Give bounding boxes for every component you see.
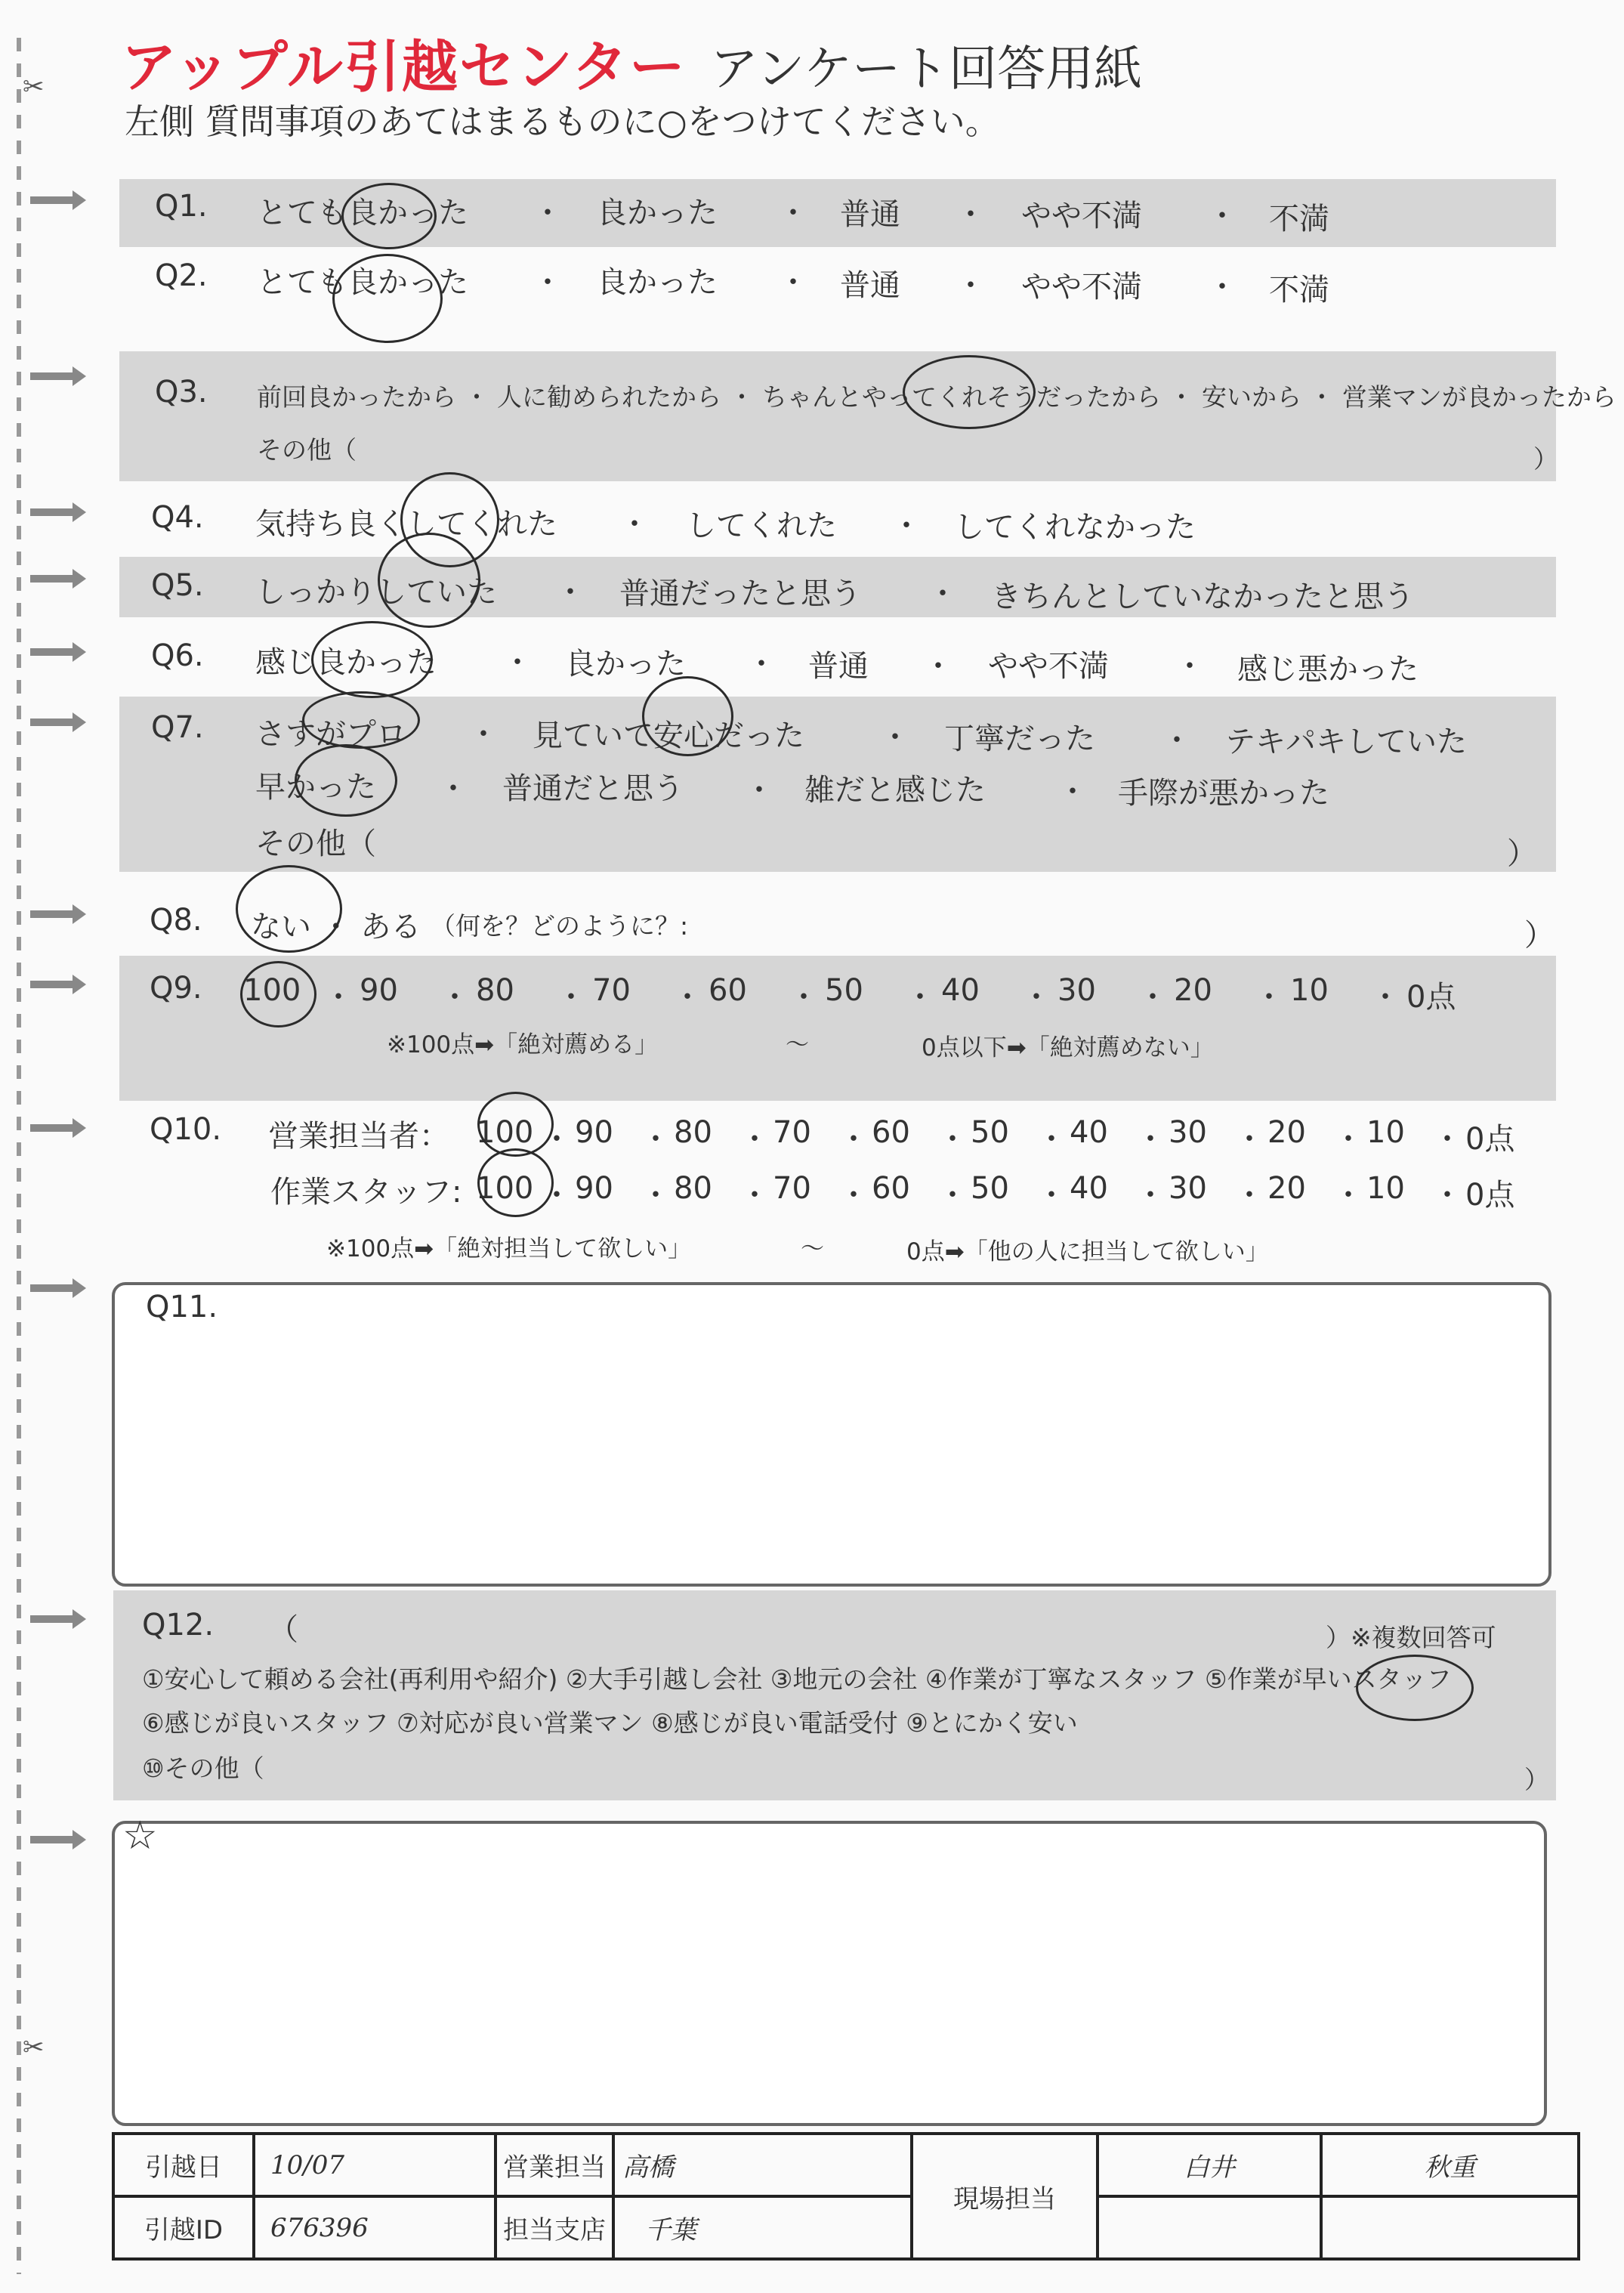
q2-option[interactable]: 不満 — [1269, 273, 1329, 307]
q3-options[interactable]: 前回良かったから ・ 人に勧められたから ・ ちゃんとやってくれそうだったから ・ 安いから ・ 営業マンが良かったから — [257, 382, 1616, 412]
q9-score-option[interactable]: 40 — [941, 973, 980, 1008]
separator: ・ — [937, 1122, 968, 1157]
q2-label: Q2. — [155, 258, 208, 293]
q10-sales-score-option[interactable]: 80 — [674, 1115, 712, 1150]
q4-option[interactable]: 気持ち良くしてくれた — [255, 507, 557, 542]
separator: ・ — [739, 1122, 770, 1157]
q9-score-option[interactable]: 0点 — [1406, 980, 1456, 1015]
arrow-icon — [30, 1830, 85, 1850]
q6-option[interactable]: 普通 — [808, 649, 869, 684]
q10-staff-score-option[interactable]: 80 — [674, 1171, 712, 1206]
separator: ・ — [838, 1178, 869, 1213]
q10-sales-score-option[interactable]: 20 — [1267, 1115, 1306, 1150]
separator: ・ — [956, 268, 986, 303]
q5-option[interactable]: 普通だったと思う — [619, 576, 861, 611]
q7-option[interactable]: 手際が悪かった — [1118, 776, 1329, 811]
separator: ・ — [746, 647, 776, 681]
q12-other[interactable]: ⑩その他（ — [142, 1754, 264, 1783]
arrow-icon — [30, 569, 85, 589]
brand-title: アップル引越センター — [121, 35, 687, 100]
q7-label: Q7. — [151, 710, 204, 745]
q8-detail-close: ） — [1524, 918, 1555, 953]
q9-score-option[interactable]: 60 — [709, 973, 747, 1008]
q10-staff-score-option[interactable]: 50 — [971, 1171, 1009, 1206]
separator: ・ — [1234, 1178, 1264, 1213]
q9-score-option[interactable]: 70 — [592, 973, 631, 1008]
star-icon: ☆ — [122, 1813, 158, 1859]
q9-score-option[interactable]: 20 — [1174, 973, 1212, 1008]
arrow-icon — [30, 975, 85, 994]
separator: ・ — [641, 1122, 671, 1157]
q10-staff-score-option[interactable]: 100 — [476, 1171, 534, 1206]
q10-staff-score-option[interactable]: 30 — [1169, 1171, 1207, 1206]
separator: ・ — [905, 980, 935, 1015]
q9-score-option[interactable]: 10 — [1290, 973, 1329, 1008]
answer-circle — [302, 691, 420, 749]
q9-score-option[interactable]: 80 — [476, 973, 514, 1008]
branch-name[interactable]: 千葉 — [613, 2196, 912, 2259]
q5-option[interactable]: きちんとしていなかったと思う — [991, 579, 1414, 614]
answer-circle — [240, 961, 316, 1028]
separator: ・ — [1036, 1178, 1067, 1213]
instruction-text: 左側 質問事項のあてはまるものに○をつけてください。 — [125, 101, 1000, 142]
q9-note-right: 0点以下➡「絶対薦めない」 — [922, 1034, 1214, 1062]
q10-label: Q10. — [150, 1112, 222, 1147]
separator: ・ — [1333, 1178, 1363, 1213]
moving-date-label: 引越日 — [113, 2134, 254, 2196]
q5-label: Q5. — [151, 568, 204, 603]
separator: ・ — [533, 196, 563, 230]
scissors-icon: ✂ — [23, 72, 45, 102]
separator: ・ — [1333, 1122, 1363, 1157]
separator: ・ — [438, 771, 468, 806]
separator: ・ — [739, 1178, 770, 1213]
q7-option[interactable]: テキパキしていた — [1225, 725, 1467, 759]
q12-options-row2[interactable]: ⑥感じが良いスタッフ ⑦対応が良い営業マン ⑧感じが良い電話受付 ⑨とにかく安い — [142, 1708, 1078, 1738]
q11-label: Q11. — [146, 1290, 218, 1324]
q9-score-option[interactable]: 100 — [243, 973, 301, 1008]
separator: ・ — [880, 720, 910, 755]
separator: ・ — [641, 1178, 671, 1213]
q7-other-close: ） — [1507, 836, 1537, 871]
separator: ・ — [891, 508, 922, 543]
arrow-icon — [30, 502, 85, 522]
separator: ・ — [1135, 1122, 1166, 1157]
q12-open-paren: （ — [268, 1612, 298, 1647]
separator: ・ — [502, 645, 533, 680]
site-staff-2[interactable]: 秋重 — [1321, 2134, 1579, 2196]
separator: ・ — [468, 717, 499, 752]
arrow-icon — [30, 904, 85, 924]
q10-staff-score-option[interactable]: 70 — [773, 1171, 811, 1206]
q7-other[interactable]: その他（ — [255, 827, 376, 861]
q10-sales-score-option[interactable]: 70 — [773, 1115, 811, 1150]
binder-holes — [17, 38, 21, 2274]
answer-circle — [236, 865, 342, 953]
q10-sales-score-option[interactable]: 90 — [575, 1115, 613, 1150]
branch-label: 担当支店 — [496, 2196, 613, 2259]
separator: ・ — [1162, 723, 1192, 758]
arrow-icon — [30, 1609, 85, 1629]
q10-sales-score-option[interactable]: 40 — [1070, 1115, 1108, 1150]
q9-score-option[interactable]: 90 — [360, 973, 398, 1008]
separator: ・ — [928, 576, 958, 611]
sales-name[interactable]: 高橋 — [613, 2134, 912, 2196]
site-staff-1[interactable]: 白井 — [1098, 2134, 1321, 2196]
q10-sales-score-option[interactable]: 50 — [971, 1115, 1009, 1150]
q10-staff-score-option[interactable]: 20 — [1267, 1171, 1306, 1206]
sales-label: 営業担当 — [496, 2134, 613, 2196]
q7-option[interactable]: 見ていて安心だった — [533, 718, 804, 753]
separator: ・ — [672, 980, 702, 1015]
separator: ・ — [778, 265, 808, 300]
answer-circle — [295, 744, 397, 817]
separator: ・ — [937, 1178, 968, 1213]
q7-option[interactable]: 早かった — [255, 770, 376, 805]
q12-other-close: ） — [1524, 1765, 1549, 1794]
q12-label: Q12. — [142, 1608, 215, 1642]
q2-option[interactable]: やや不満 — [1021, 270, 1142, 304]
q10-staff-score-option[interactable]: 0点 — [1465, 1178, 1515, 1213]
separator: ・ — [556, 980, 586, 1015]
separator: ・ — [1370, 980, 1400, 1015]
q10-sales-score-option[interactable]: 60 — [872, 1115, 910, 1150]
site-staff-empty[interactable] — [1321, 2196, 1579, 2259]
q12-options-row1[interactable]: ①安心して頼める会社(再利用や紹介) ②大手引越し会社 ③地元の会社 ④作業が丁寧なスタッフ ⑤作業が早いスタッフ — [142, 1664, 1452, 1694]
q1-option[interactable]: 不満 — [1269, 202, 1329, 236]
q10-staff-score-option[interactable]: 10 — [1366, 1171, 1405, 1206]
q1-label: Q1. — [155, 189, 208, 224]
moving-id-value[interactable]: 676396 — [254, 2196, 496, 2259]
q6-option[interactable]: 感じ悪かった — [1237, 652, 1419, 687]
arrow-icon — [30, 1118, 85, 1138]
q9-label: Q9. — [150, 971, 202, 1006]
q10-sales-score-option[interactable]: 0点 — [1465, 1122, 1515, 1157]
separator: ・ — [1036, 1122, 1067, 1157]
arrow-icon — [30, 1278, 85, 1298]
q10-staff-score-option[interactable]: 90 — [575, 1171, 613, 1206]
q8-detail[interactable]: （何を？どのように？: — [431, 911, 689, 941]
q10-staff-score-option[interactable]: 60 — [872, 1171, 910, 1206]
separator: ・ — [323, 980, 354, 1015]
q4-option[interactable]: してくれた — [686, 508, 837, 543]
answer-circle — [903, 355, 1036, 429]
q5-option[interactable]: しっかりしていた — [255, 575, 497, 610]
q2-option[interactable]: とても良かった — [257, 265, 468, 300]
separator: ・ — [440, 980, 470, 1015]
separator: ・ — [533, 265, 563, 300]
moving-date-value[interactable]: 10/07 — [254, 2134, 496, 2196]
q10-note-right: 0点➡「他の人に担当して欲しい」 — [906, 1238, 1269, 1265]
q4-label: Q4. — [151, 500, 204, 535]
q3-label: Q3. — [155, 375, 208, 409]
q3-other-close: ） — [1533, 444, 1558, 474]
arrow-icon — [30, 366, 85, 386]
separator: ・ — [555, 575, 585, 610]
answer-circle — [642, 676, 733, 756]
separator: ・ — [1175, 649, 1205, 684]
q1-option[interactable]: 普通 — [840, 197, 900, 232]
separator: ・ — [1207, 270, 1237, 304]
arrow-icon — [30, 712, 85, 732]
q6-label: Q6. — [151, 638, 204, 673]
separator: ・ — [1207, 199, 1237, 233]
q9-score-option[interactable]: 50 — [825, 973, 863, 1008]
answer-circle — [477, 1092, 554, 1157]
q9-score-option[interactable]: 30 — [1057, 973, 1096, 1008]
q7-option[interactable]: さすがプロ — [255, 717, 406, 752]
q9-note-mid: 〜 — [786, 1031, 809, 1058]
answer-circle — [1356, 1655, 1474, 1721]
q7-option[interactable]: 丁寧だった — [944, 722, 1095, 756]
q2-option[interactable]: 普通 — [840, 268, 900, 303]
answer-circle — [341, 183, 437, 249]
separator: ・ — [789, 980, 819, 1015]
q11-answer-box[interactable] — [112, 1282, 1551, 1587]
separator: ・ — [1021, 980, 1051, 1015]
q10-sales-score-option[interactable]: 100 — [476, 1115, 534, 1150]
separator: ・ — [542, 1178, 572, 1213]
q1-option[interactable]: やや不満 — [1021, 199, 1142, 233]
q9-note-left: ※100点➡「絶対薦める」 — [387, 1031, 659, 1058]
q10-staff-label: 作業スタッフ: — [270, 1175, 462, 1210]
separator: ・ — [619, 507, 650, 542]
arrow-icon — [30, 642, 85, 662]
scissors-icon: ✂ — [23, 2032, 45, 2063]
separator: ・ — [956, 197, 986, 232]
separator: ・ — [744, 773, 774, 808]
q10-note-mid: 〜 — [801, 1235, 824, 1262]
answer-circle — [477, 1148, 554, 1217]
footer-table — [112, 2132, 1580, 2261]
separator: ・ — [1432, 1122, 1462, 1157]
q6-option[interactable]: 感じ良かった — [255, 645, 437, 680]
q10-staff-score-option[interactable]: 40 — [1070, 1171, 1108, 1206]
q4-option[interactable]: してくれなかった — [954, 510, 1196, 545]
q10-note-left: ※100点➡「絶対担当して欲しい」 — [326, 1235, 692, 1262]
q7-option[interactable]: 雑だと感じた — [804, 773, 986, 808]
q10-sales-label: 営業担当者： — [268, 1119, 449, 1154]
separator: ・ — [1135, 1178, 1166, 1213]
q10-sales-score-option[interactable]: 10 — [1366, 1115, 1405, 1150]
separator: ・ — [778, 196, 808, 230]
moving-id-label: 引越ID — [113, 2196, 254, 2259]
answer-circle — [378, 533, 480, 628]
q6-option[interactable]: 良かった — [565, 647, 686, 681]
q3-other[interactable]: その他（ — [257, 435, 357, 465]
answer-circle — [311, 621, 433, 698]
separator: ・ — [1254, 980, 1284, 1015]
q1-option[interactable]: 良かった — [597, 196, 718, 230]
separator: ・ — [1138, 980, 1168, 1015]
q1-option[interactable]: とても良かった — [257, 196, 468, 230]
q2-option[interactable]: 良かった — [597, 265, 718, 300]
q12-multi-note: ）※複数回答可 — [1326, 1623, 1496, 1652]
separator: ・ — [1234, 1122, 1264, 1157]
q8-options[interactable]: ない ・ ある — [251, 910, 421, 944]
answer-circle — [332, 254, 443, 343]
q8-label: Q8. — [150, 903, 202, 938]
q6-option[interactable]: やや不満 — [988, 649, 1109, 684]
separator: ・ — [923, 649, 953, 684]
separator: ・ — [838, 1122, 869, 1157]
site-staff-empty[interactable] — [1098, 2196, 1321, 2259]
q10-sales-score-option[interactable]: 30 — [1169, 1115, 1207, 1150]
q7-option[interactable]: 普通だと思う — [502, 771, 684, 806]
separator: ・ — [542, 1122, 572, 1157]
separator: ・ — [1432, 1178, 1462, 1213]
site-label: 現場担当 — [912, 2134, 1098, 2259]
arrow-icon — [30, 190, 85, 210]
separator: ・ — [1057, 774, 1088, 809]
comment-box[interactable] — [112, 1821, 1547, 2126]
form-title: アンケート回答用紙 — [710, 42, 1143, 97]
